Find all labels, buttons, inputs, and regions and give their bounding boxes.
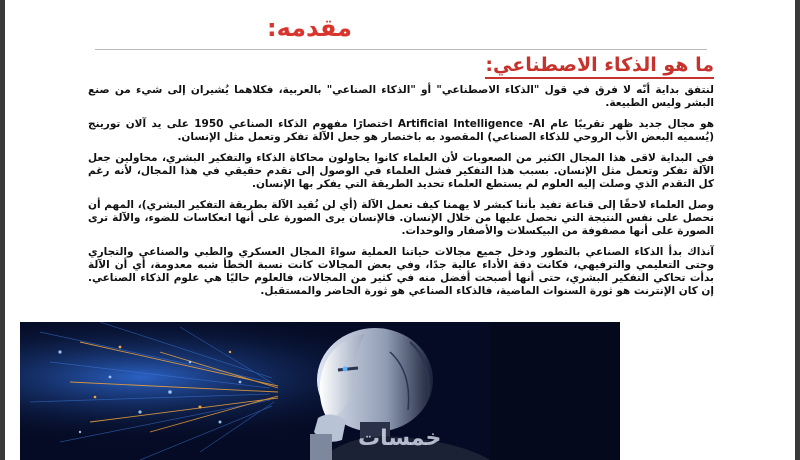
paragraph-5: آنذاك بدأ الذكاء الصناعي بالتطور ودخل جميع مجالات حياتنا العملية سواءً المجال العسكري والطبي والصناعي والتجاري وحتى التعليمي والترفيهي، فكانت دقة الأداء عالية جدًا، وفي بعض المجالات كانت نسبة الخطأ شبه معدومة، أي أن الآلة بدأت تحاكي التفكير البشري، حتى أنها أصبحت أفضل منه في كثير من المجالات، فالعلوم حاليًا هي علوم الذكاء الصناعي. إن كان الإنترنت هو ثورة السنوات الماضية، فالذكاء الصناعي هو ثورة الحاضر والمستقبل. <box>88 246 714 297</box>
title-divider <box>95 49 707 50</box>
viewer-left-edge <box>0 0 5 460</box>
paragraph-3: في البداية لاقى هذا المجال الكثير من الصعوبات لأن العلماء كانوا يحاولون محاكاة الذكاء والتفكير البشري، محاولين جعل الآلة تفكر وتعمل مثل الإنسان. بسبب هذا التفكير فشل العلماء في الوصول إلى تقدم حقيقي في هذا المجال، لأنه رغم كل التقدم الذي وصلت إليه العلوم لم يستطع العلماء تحديد الطريقة التي يفكر بها الإنسان. <box>88 152 714 190</box>
watermark-logo: خمسات <box>358 426 442 451</box>
viewer-right-edge <box>795 0 800 460</box>
robot-thinking-illustration <box>20 322 620 460</box>
paragraph-1: لنتفق بداية أنّه لا فرق في قول "الذكاء الاصطناعي" أو "الذكاء الصناعي" بالعربية، فكلاهما يُشيران إلى شيء من صنع البشر وليس الطبيعة. <box>88 84 714 109</box>
paragraph-4: وصل العلماء لاحقًا إلى قناعة تفيد بأننا كبشر لا يهمنا كيف تعمل الآلة (أي لن نُقيد الآلة بطريقة التفكير البشري)، المهم أن نحصل على نفس النتيجة التي نحصل عليها من خلال الإنسان. فالإنسان يرى الصورة على أنها انعكاسات للضوء، والآلة ترى الصورة على أنها مصفوفة من البيكسلات والأصفار والوحدات. <box>88 199 714 237</box>
ai-hero-image <box>20 322 620 460</box>
paragraph-2: هو مجال جديد ظهر تقريبًا عام Artificial Intelligence -AI اختصارًا مفهوم الذكاء الصناعي 1950 على يد آلان تورينج (يُسميه البعض الأب الروحي للذكاء الصناعي) المقصود به باختصار هو جعل الآلة تفكر وتعمل مثل الإنسان. <box>88 118 714 143</box>
section-title: ما هو الذكاء الاصطناعي: <box>485 54 714 79</box>
body-text <box>88 84 714 306</box>
page-title: مقدمه: <box>266 14 352 42</box>
